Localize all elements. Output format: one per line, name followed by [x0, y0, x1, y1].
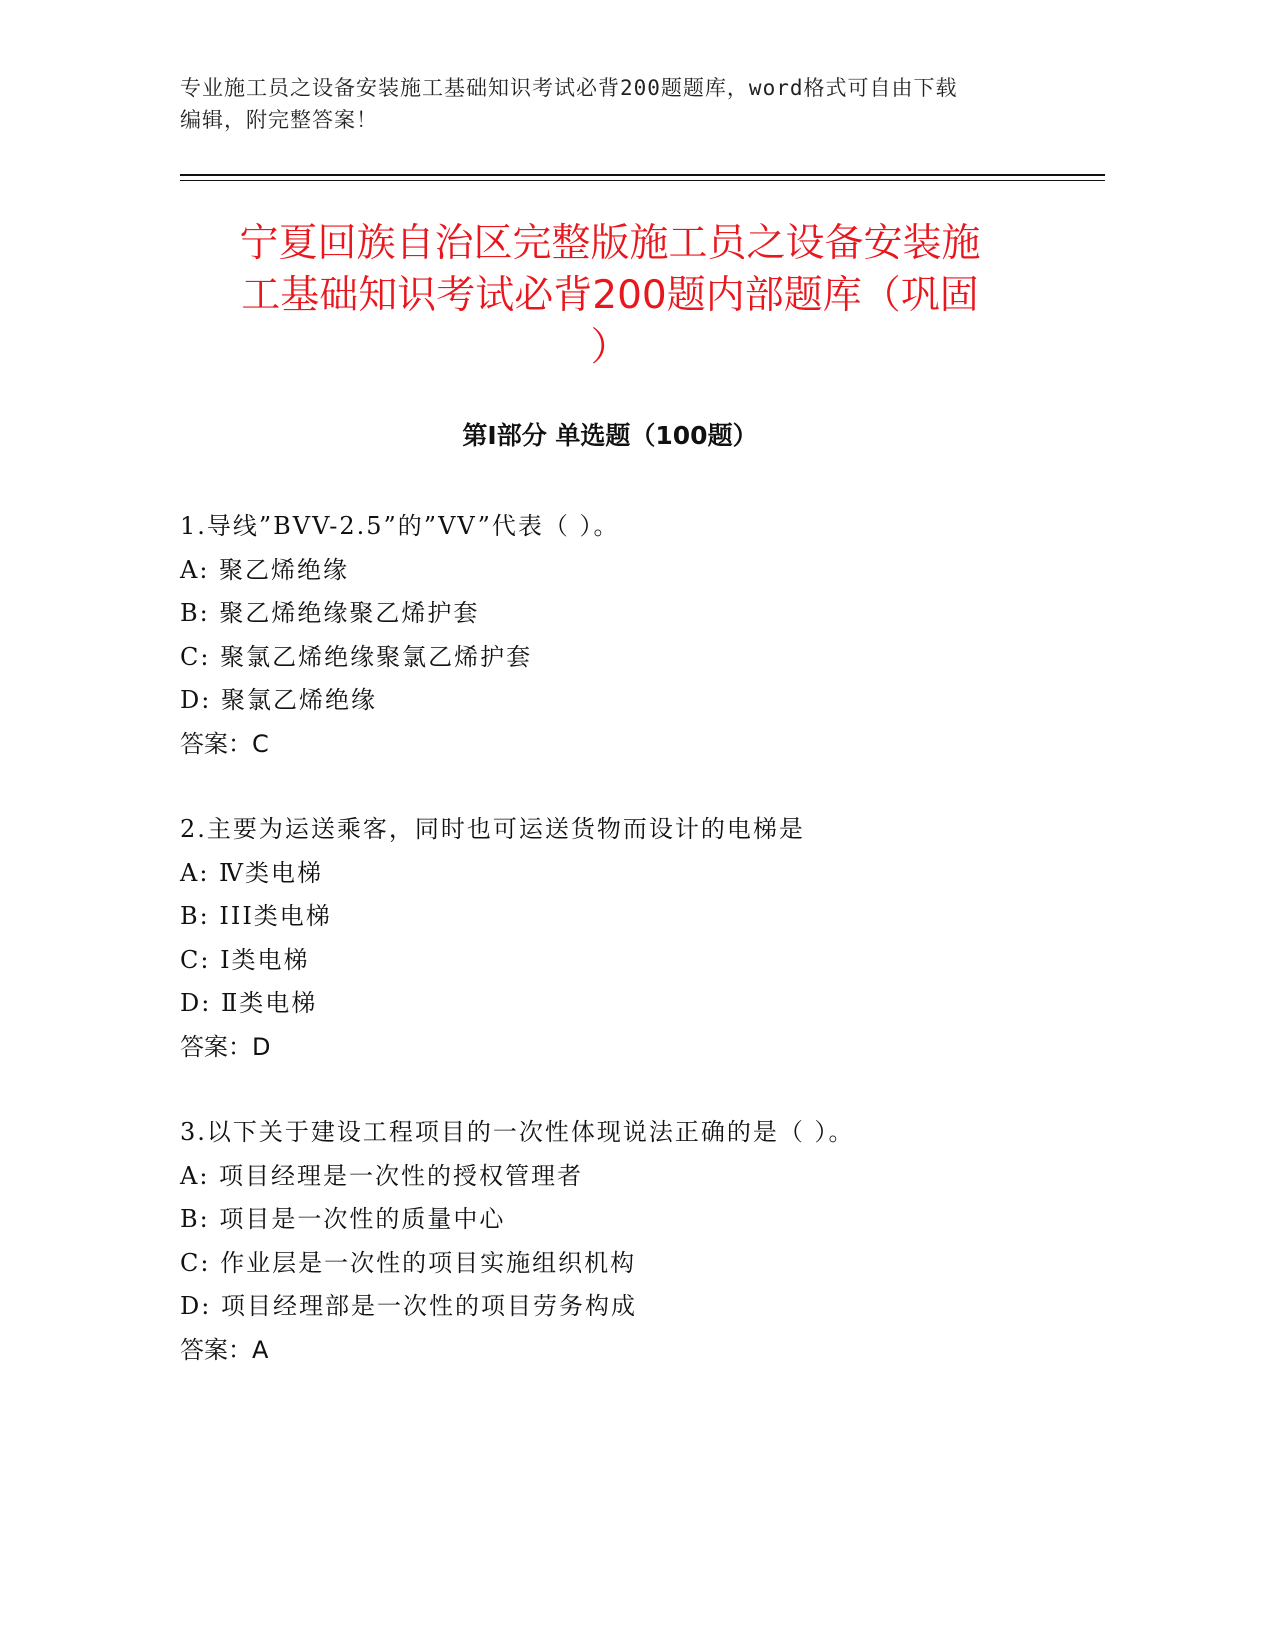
- question-stem: 3.以下关于建设工程项目的一次性体现说法正确的是（ ）。: [180, 1118, 855, 1146]
- document-title-line-2: 工基础知识考试必背200题内部题库（巩固: [241, 273, 979, 318]
- option-a: A: 项目经理是一次性的授权管理者: [180, 1161, 584, 1190]
- section-title: 第Ⅰ部分 单选题（100题）: [462, 421, 758, 450]
- header-note-line-1: 专业施工员之设备安装施工基础知识考试必背200题题库，word格式可自由下载: [180, 76, 958, 100]
- option-c: C: 作业层是一次性的项目实施组织机构: [180, 1248, 637, 1277]
- answer: 答案：C: [180, 729, 269, 758]
- question-stem: 1.导线”BVV-2.5”的”VV”代表（ ）。: [180, 512, 620, 540]
- answer: 答案：D: [180, 1032, 271, 1061]
- option-a: A: 聚乙烯绝缘: [180, 555, 350, 584]
- option-c: C: I类电梯: [180, 945, 310, 974]
- header-note: [180, 72, 1060, 136]
- question-1: [180, 505, 1080, 766]
- header-rule-thick: [180, 174, 1105, 176]
- option-d: D: Ⅱ类电梯: [180, 989, 318, 1017]
- question-3: [180, 1111, 1080, 1372]
- option-b: B: 聚乙烯绝缘聚乙烯护套: [180, 599, 480, 627]
- question-list: [180, 505, 1080, 1414]
- document-title-line-3: ）: [590, 325, 630, 370]
- document-title-line-1: 宁夏回族自治区完整版施工员之设备安装施: [239, 221, 981, 266]
- option-c: C: 聚氯乙烯绝缘聚氯乙烯护套: [180, 642, 533, 671]
- option-a: A: Ⅳ类电梯: [180, 858, 324, 887]
- option-d: D: 聚氯乙烯绝缘: [180, 686, 377, 714]
- option-b: B: III类电梯: [180, 902, 332, 930]
- header-rule-thin: [180, 180, 1105, 181]
- answer: 答案：A: [180, 1335, 269, 1364]
- option-d: D: 项目经理部是一次性的项目劳务构成: [180, 1292, 637, 1320]
- question-2: [180, 808, 1080, 1069]
- document-title: [180, 218, 1040, 374]
- header-note-line-2: 编辑，附完整答案！: [180, 108, 378, 132]
- option-b: B: 项目是一次性的质量中心: [180, 1205, 506, 1233]
- question-stem: 2.主要为运送乘客，同时也可运送货物而设计的电梯是: [180, 815, 805, 843]
